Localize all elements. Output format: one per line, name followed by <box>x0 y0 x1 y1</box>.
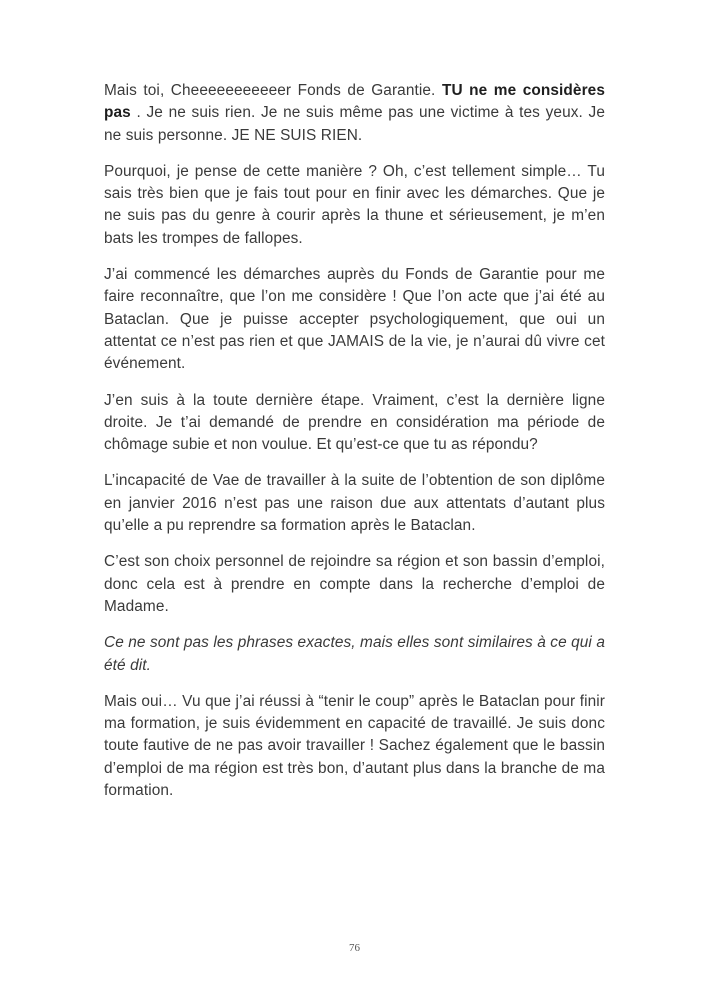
body-text <box>104 80 605 816</box>
paragraph-4: J’en suis à la toute dernière étape. Vraiment, c’est la dernière ligne droite. Je t’ai demandé de prendre en considération ma période de chômage subie et non voulue. Et qu’est-ce que tu as répondu? <box>104 391 605 454</box>
paragraph-1 <box>104 80 605 147</box>
paragraph-1-rest: . Je ne suis rien. Je ne suis même pas une victime à tes yeux. Je ne suis personne. JE NE SUIS RIEN. <box>104 104 605 144</box>
paragraph-2: Pourquoi, je pense de cette manière ? Oh, c’est tellement simple… Tu sais très bien que je fais tout pour en finir avec les démarches. Que je ne suis pas du genre à courir après la thune et sérieusement, je m’en bats les trompes de fallopes. <box>104 162 605 247</box>
paragraph-8: Mais oui… Vu que j’ai réussi à “tenir le coup” après le Bataclan pour finir ma formation, je suis évidemment en capacité de travaillé. Je suis donc toute fautive de ne pas avoir travailler ! Sachez également que le bassin d’emploi de ma région est très bon, d’autant plus dans la branche de ma formation. <box>104 692 605 800</box>
paragraph-5: L’incapacité de Vae de travailler à la suite de l’obtention de son diplôme en janvier 2016 n’est pas une raison due aux attentats d’autant plus qu’elle a pu reprendre sa formation après le Bataclan. <box>104 472 605 535</box>
page-number: 76 <box>349 942 360 954</box>
paragraph-1-emphasis: TU ne me considères pas <box>104 82 605 122</box>
paragraph-7-italic-note: Ce ne sont pas les phrases exactes, mais elles sont similaires à ce qui a été dit. <box>104 634 605 674</box>
paragraph-6: C’est son choix personnel de rejoindre sa région et son bassin d’emploi, donc cela est à prendre en compte dans la recherche d’emploi de Madame. <box>104 553 605 615</box>
paragraph-3: J’ai commencé les démarches auprès du Fonds de Garantie pour me faire reconnaître, que l’on me considère ! Que l’on acte que j’ai été au Bataclan. Que je puisse accepter psychologiquement, que oui un attentat ce n’est pas rien et que JAMAIS de la vie, je n’aurai dû vivre cet événement. <box>104 266 605 373</box>
paragraph-1-intro: Mais toi, Cheeeeeeeeeeer Fonds de Garantie. <box>104 82 442 99</box>
